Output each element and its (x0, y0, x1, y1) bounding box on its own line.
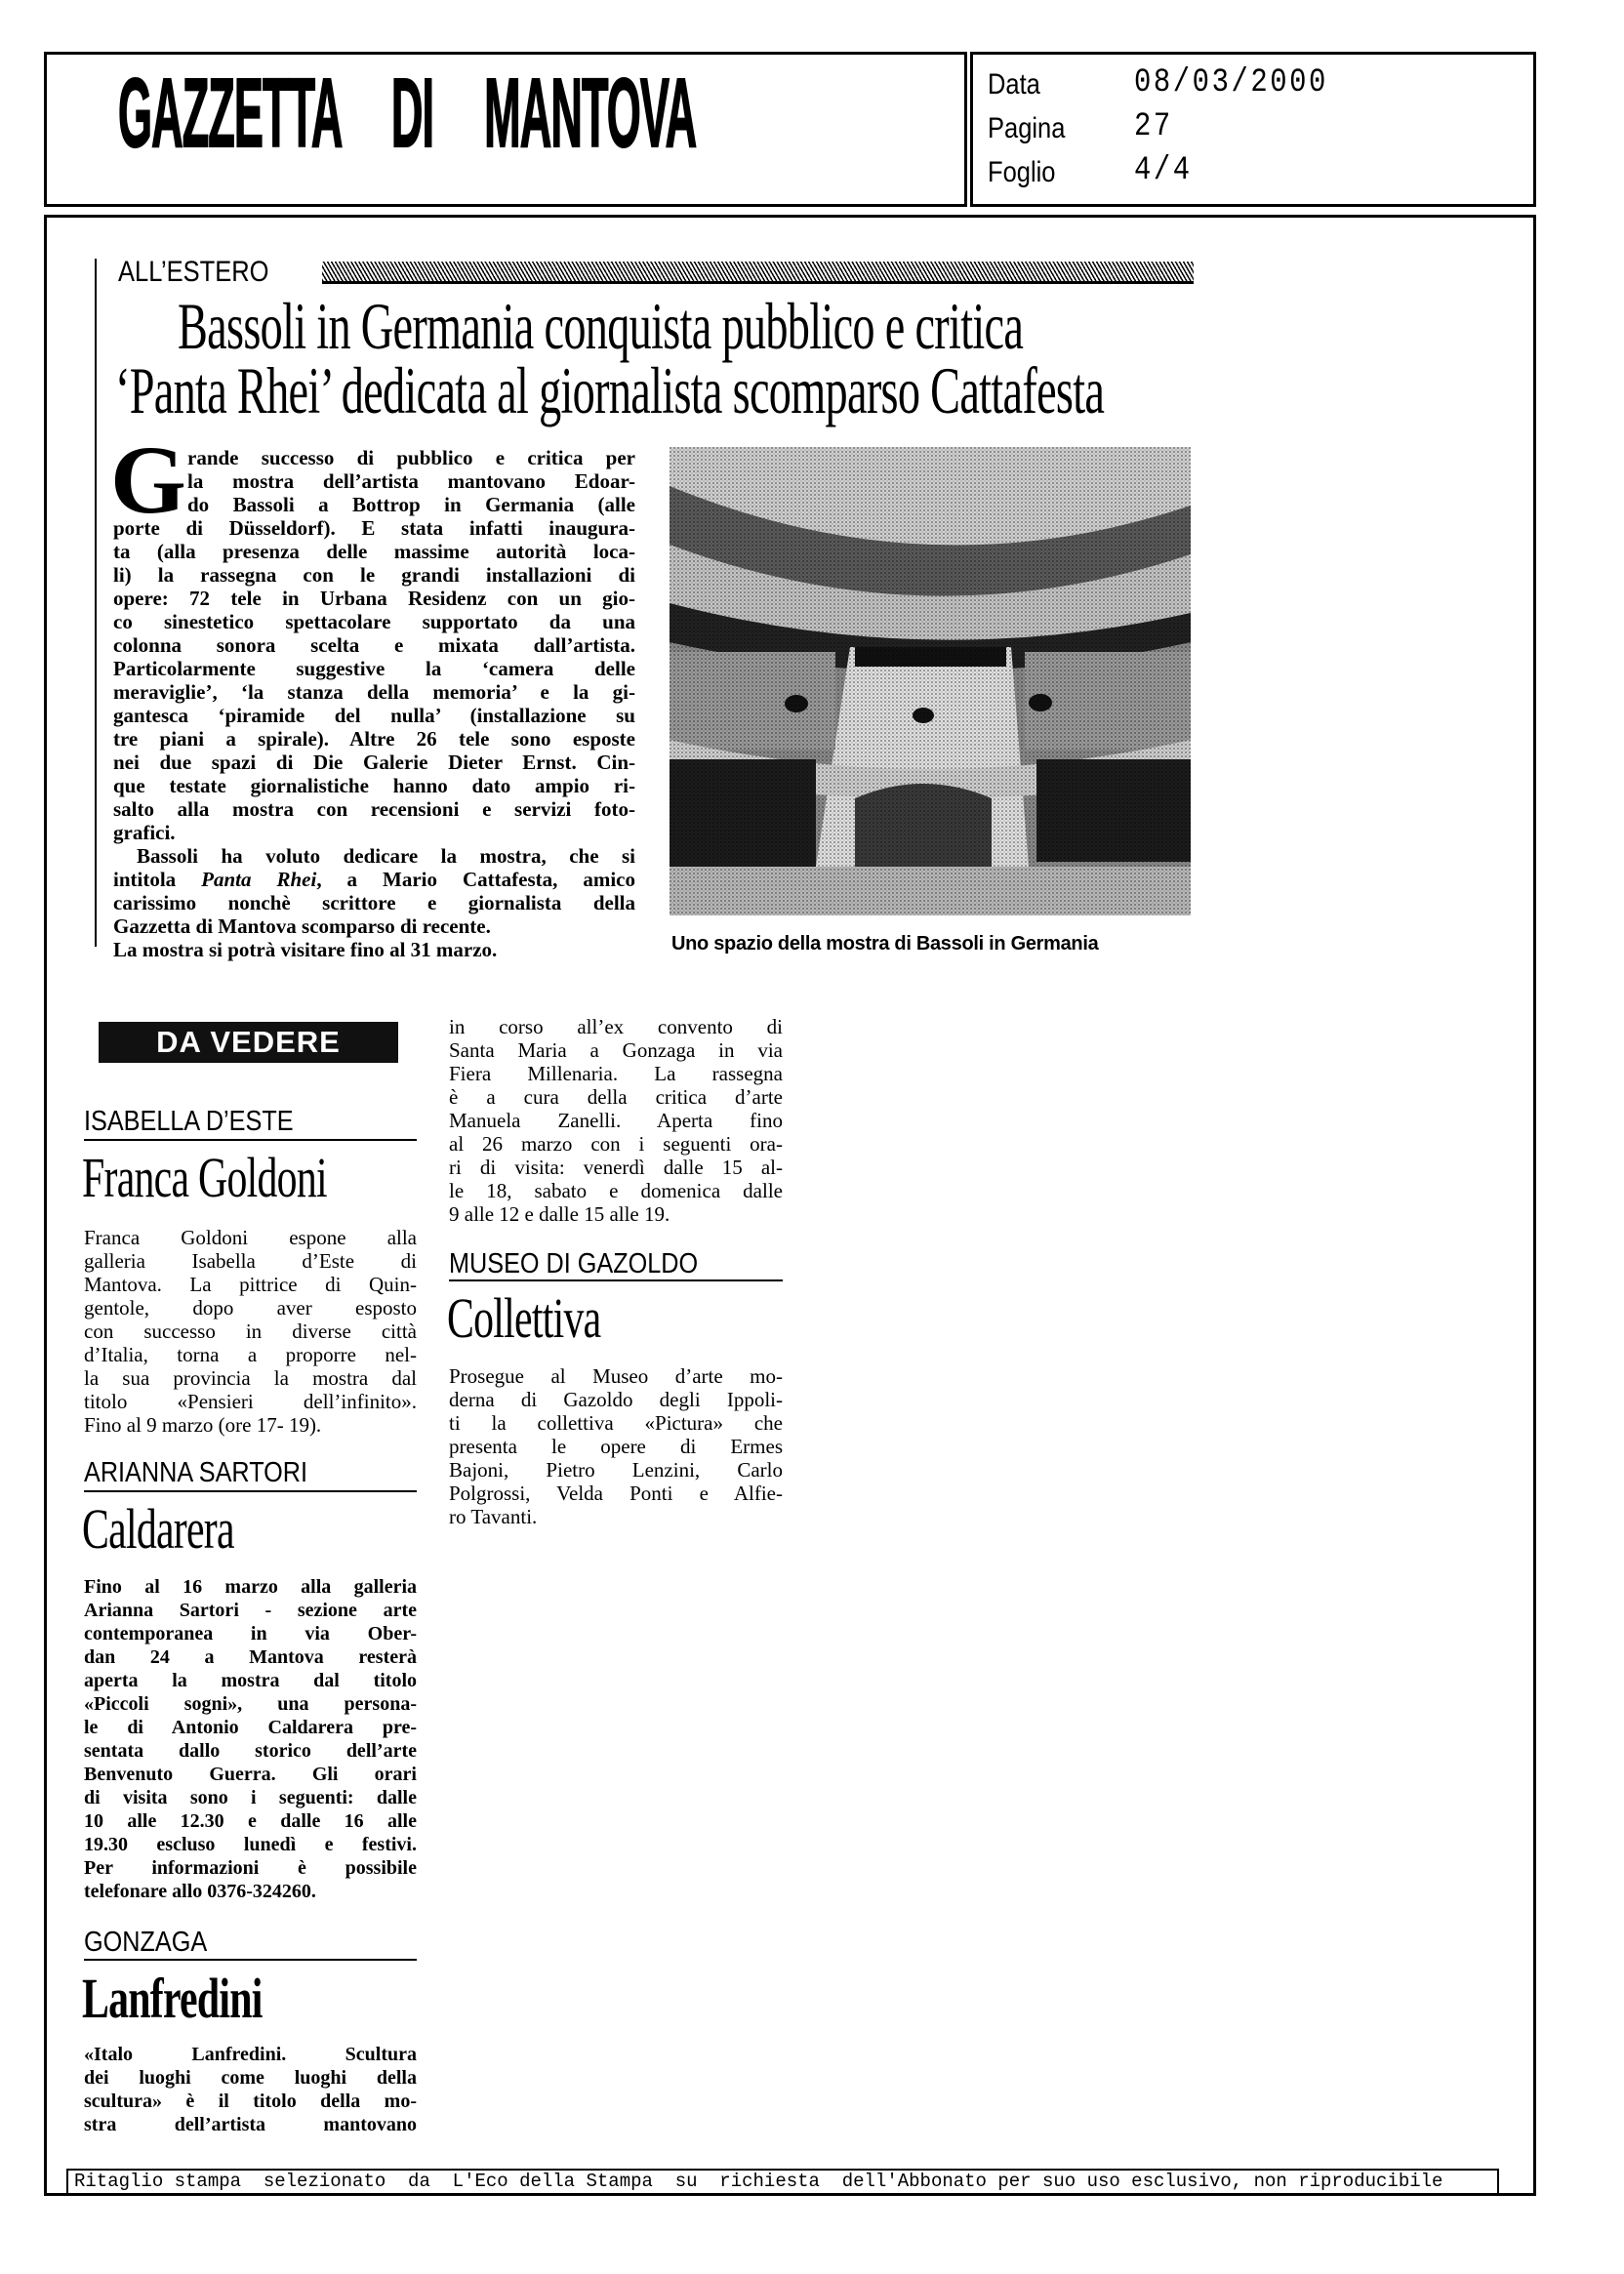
text-line: Fino al 16 marzo alla galleria (84, 1576, 417, 1598)
text-line: «Piccoli sogni», una persona- (84, 1693, 417, 1715)
text-line: dan 24 a Mantova resterà (84, 1646, 417, 1668)
section-title-collettiva: Collettiva (447, 1286, 601, 1350)
text-line: ri di visita: venerdì dalle 15 al- (449, 1156, 783, 1179)
headline-1: Bassoli in Germania conquista pubblico e critica (178, 289, 1024, 363)
text-line: Gazzetta di Mantova scomparso di recente. (113, 914, 491, 938)
text-line: 9 alle 12 e dalle 15 alle 19. (449, 1202, 670, 1226)
text-line: carissimo nonchè scrittore e giornalista della (113, 891, 635, 914)
text-line: d’Italia, torna a proporre nel- (84, 1343, 417, 1366)
text-line: Fino al 9 marzo (ore 17- 19). (84, 1413, 322, 1437)
text-line: porte di Düsseldorf). E stata infatti inaugura- (113, 516, 635, 540)
text-line: derna di Gazoldo degli Ippoli- (449, 1388, 783, 1411)
text-line: colonna sonora scelta e mixata dall’artista. (113, 633, 635, 657)
photo-caption: Uno spazio della mostra di Bassoli in Germania (671, 933, 1099, 954)
section-title-lanfredini: Lanfredini (82, 1967, 263, 2030)
text-line: meraviglie’, ‘la stanza della memoria’ e la gi- (113, 680, 635, 704)
exhibition-photo (670, 447, 1191, 915)
page-value: 27 (1134, 108, 1173, 145)
text-line: Particolarmente suggestive la ‘camera delle (113, 657, 635, 680)
text-line: rande successo di pubblico e critica per (187, 446, 635, 469)
text-line: gentole, dopo aver esposto (84, 1296, 417, 1320)
sheet-value: 4/4 (1134, 152, 1193, 189)
text-line: intitola Panta Rhei, a Mario Cattafesta, amico (113, 868, 636, 891)
text-line: 10 alle 12.30 e dalle 16 alle (84, 1810, 417, 1832)
text-line: la sua provincia la mostra dal (84, 1366, 417, 1390)
text-line: tre piani a spirale). Altre 26 tele sono esposte (113, 727, 635, 751)
clipping-disclaimer: Ritaglio stampa selezionato da L'Eco della Stampa su richiesta dell'Abbonato per suo uso esclusivo, non riproducibile (66, 2169, 1499, 2195)
section-rule (449, 1279, 783, 1281)
drop-cap: G (110, 426, 186, 534)
text-line: sentata dallo storico dell’arte (84, 1740, 417, 1762)
text-line: nei due spazi di Die Galerie Dieter Ernst. Cin- (113, 751, 635, 774)
text-line: le di Antonio Caldarera pre- (84, 1717, 417, 1738)
text-line: la mostra dell’artista mantovano Edoar- (187, 469, 635, 493)
section-rule (84, 1139, 417, 1141)
text-line: le 18, sabato e domenica dalle (449, 1179, 783, 1202)
text-line: 19.30 escluso lunedì e festivi. (84, 1834, 417, 1855)
text-line: ta (alla presenza delle massime autorità loca- (113, 540, 635, 563)
text-line: Santa Maria a Gonzaga in via (449, 1038, 783, 1062)
section-rule (84, 1959, 417, 1961)
text-line: con successo in diverse città (84, 1320, 417, 1343)
section-title-goldoni: Franca Goldoni (82, 1146, 327, 1209)
text-line: stra dell’artista mantovano (84, 2114, 417, 2135)
text-line: telefonare allo 0376-324260. (84, 1881, 316, 1902)
section-label-isabella: ISABELLA D’ESTE (84, 1106, 294, 1137)
text-line: Bassoli ha voluto dedicare la mostra, che si (137, 844, 635, 868)
text-line: dei luoghi come luoghi della (84, 2067, 417, 2089)
section-body-caldarera (84, 1575, 417, 1903)
text-line: Manuela Zanelli. Aperta fino (449, 1109, 783, 1132)
text-line: li) la rassegna con le grandi installazioni di (113, 563, 635, 587)
date-value: 08/03/2000 (1134, 64, 1328, 102)
section-label-gonzaga: GONZAGA (84, 1927, 208, 1958)
text-line: co sinestetico spettacolare supportato da una (113, 610, 635, 633)
text-line: Fiera Millenaria. La rassegna (449, 1062, 783, 1085)
text-line: grafici. (113, 821, 176, 844)
text-line: contemporanea in via Ober- (84, 1623, 417, 1645)
text-line: Mantova. La pittrice di Quin- (84, 1273, 417, 1296)
text-line: galleria Isabella d’Este di (84, 1249, 417, 1273)
text-line: al 26 marzo con i seguenti ora- (449, 1132, 783, 1156)
section-body-goldoni (84, 1226, 417, 1437)
article-body (113, 446, 635, 961)
section-label-gazoldo: MUSEO DI GAZOLDO (449, 1248, 699, 1279)
text-line: di visita sono i seguenti: dalle (84, 1787, 417, 1808)
text-line: gantesca ‘piramide del nulla’ (installazione su (113, 704, 635, 727)
text-line: La mostra si potrà visitare fino al 31 marzo. (113, 938, 498, 961)
section-body-lanfredini (84, 2043, 417, 2136)
text-line: Polgrossi, Velda Ponti e Alfie- (449, 1482, 783, 1505)
newspaper-logo: GAZZETTA DI MANTOVA (118, 59, 697, 168)
section-body-collettiva (449, 1364, 783, 1528)
date-label: Data (988, 68, 1040, 101)
italic-title: Panta Rhei (201, 868, 317, 891)
text-line: aperta la mostra dal titolo (84, 1670, 417, 1691)
headline-2: ‘Panta Rhei’ dedicata al giornalista scomparso Cattafesta (115, 353, 1105, 427)
page-label: Pagina (988, 112, 1066, 144)
section-label-sartori: ARIANNA SARTORI (84, 1457, 308, 1488)
sheet-label: Foglio (988, 156, 1056, 188)
section-rule (84, 1490, 417, 1492)
kicker-hatch-bar (322, 262, 1194, 284)
text-line: Prosegue al Museo d’arte mo- (449, 1364, 783, 1388)
text-line: «Italo Lanfredini. Scultura (84, 2044, 417, 2065)
section-title-caldarera: Caldarera (82, 1497, 234, 1561)
text-line: Per informazioni è possibile (84, 1857, 417, 1879)
text-line: Bajoni, Pietro Lenzini, Carlo (449, 1458, 783, 1482)
text-line: Arianna Sartori - sezione arte (84, 1600, 417, 1621)
text-line: ro Tavanti. (449, 1505, 538, 1528)
section-kicker: ALL’ESTERO (118, 256, 269, 288)
text-line: Benvenuto Guerra. Gli orari (84, 1764, 417, 1785)
text-line: presenta le opere di Ermes (449, 1435, 783, 1458)
text-line: salto alla mostra con recensioni e servizi foto- (113, 797, 635, 821)
text-line: Franca Goldoni espone alla (84, 1226, 417, 1249)
text-line: in corso all’ex convento di (449, 1015, 783, 1038)
section-body-lanfredini-cont (449, 1015, 783, 1226)
text-line: titolo «Pensieri dell’infinito». (84, 1390, 417, 1413)
text-line: scultura» è il titolo della mo- (84, 2091, 417, 2112)
text-line: è a cura della critica d’arte (449, 1085, 783, 1109)
text-line: que testate giornalistiche hanno dato ampio ri- (113, 774, 635, 797)
text-line: do Bassoli a Bottrop in Germania (alle (187, 493, 635, 516)
article-rule (95, 259, 97, 947)
text-line: ti la collettiva «Pictura» che (449, 1411, 783, 1435)
text-line: opere: 72 tele in Urbana Residenz con un gio- (113, 587, 635, 610)
da-vedere-badge: DA VEDERE (99, 1022, 398, 1063)
